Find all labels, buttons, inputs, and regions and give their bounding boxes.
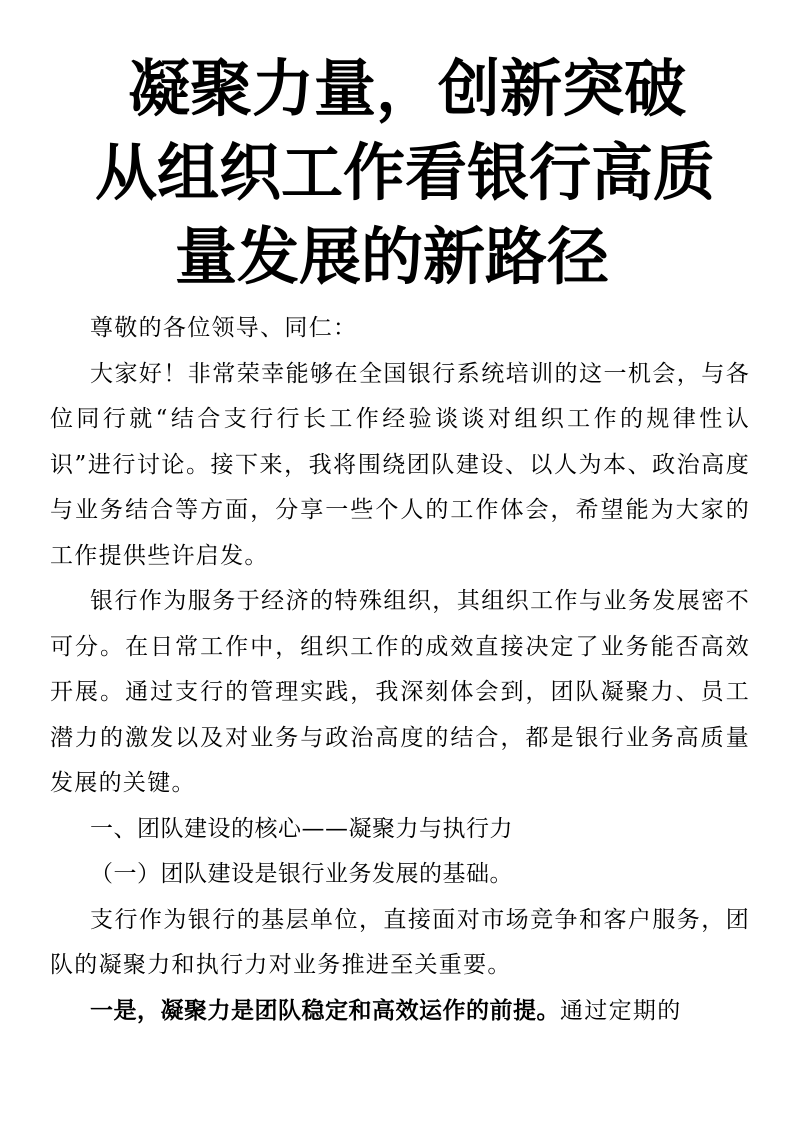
title-line-3: 量发展的新路径	[175, 220, 610, 293]
paragraph-greeting: 大家好！非常荣幸能够在全国银行系统培训的这一机会，与各位同行就“结合支行行长工作经验谈谈对组织工作的规律性认识”进行讨论。接下来，我将围绕团队建设、以人为本、政治高度与业务结合等方面，分享一些个人的工作体会，希望能为大家的工作提供些许启发。	[50, 360, 750, 569]
title-line-1: 凝聚力量，创新突破	[128, 52, 687, 125]
document-title	[0, 47, 793, 299]
point-one-paragraph	[50, 989, 750, 1035]
section-heading: 一、团队建设的核心——凝聚力与执行力	[90, 815, 513, 842]
point-one-text: 通过定期的	[560, 997, 682, 1024]
subsection-heading: （一）团队建设是银行业务发展的基础。	[90, 861, 513, 887]
paragraph-intro: 银行作为服务于经济的特殊组织，其组织工作与业务发展密不可分。在日常工作中，组织工作的成效直接决定了业务能否高效开展。通过支行的管理实践，我深刻体会到，团队凝聚力、员工潜力的激发以及对业务与政治高度的结合，都是银行业务高质量发展的关键。	[50, 588, 750, 796]
salutation: 尊敬的各位领导、同仁：	[90, 315, 358, 341]
document-body	[50, 306, 750, 1034]
subsection-paragraph: 支行作为银行的基层单位，直接面对市场竞争和客户服务，团队的凝聚力和执行力对业务推进至关重要。	[50, 906, 750, 978]
title-line-2: 从组织工作看银行高质	[95, 136, 716, 209]
point-one-lead: 一是，凝聚力是团队稳定和高效运作的前提。	[90, 997, 560, 1024]
